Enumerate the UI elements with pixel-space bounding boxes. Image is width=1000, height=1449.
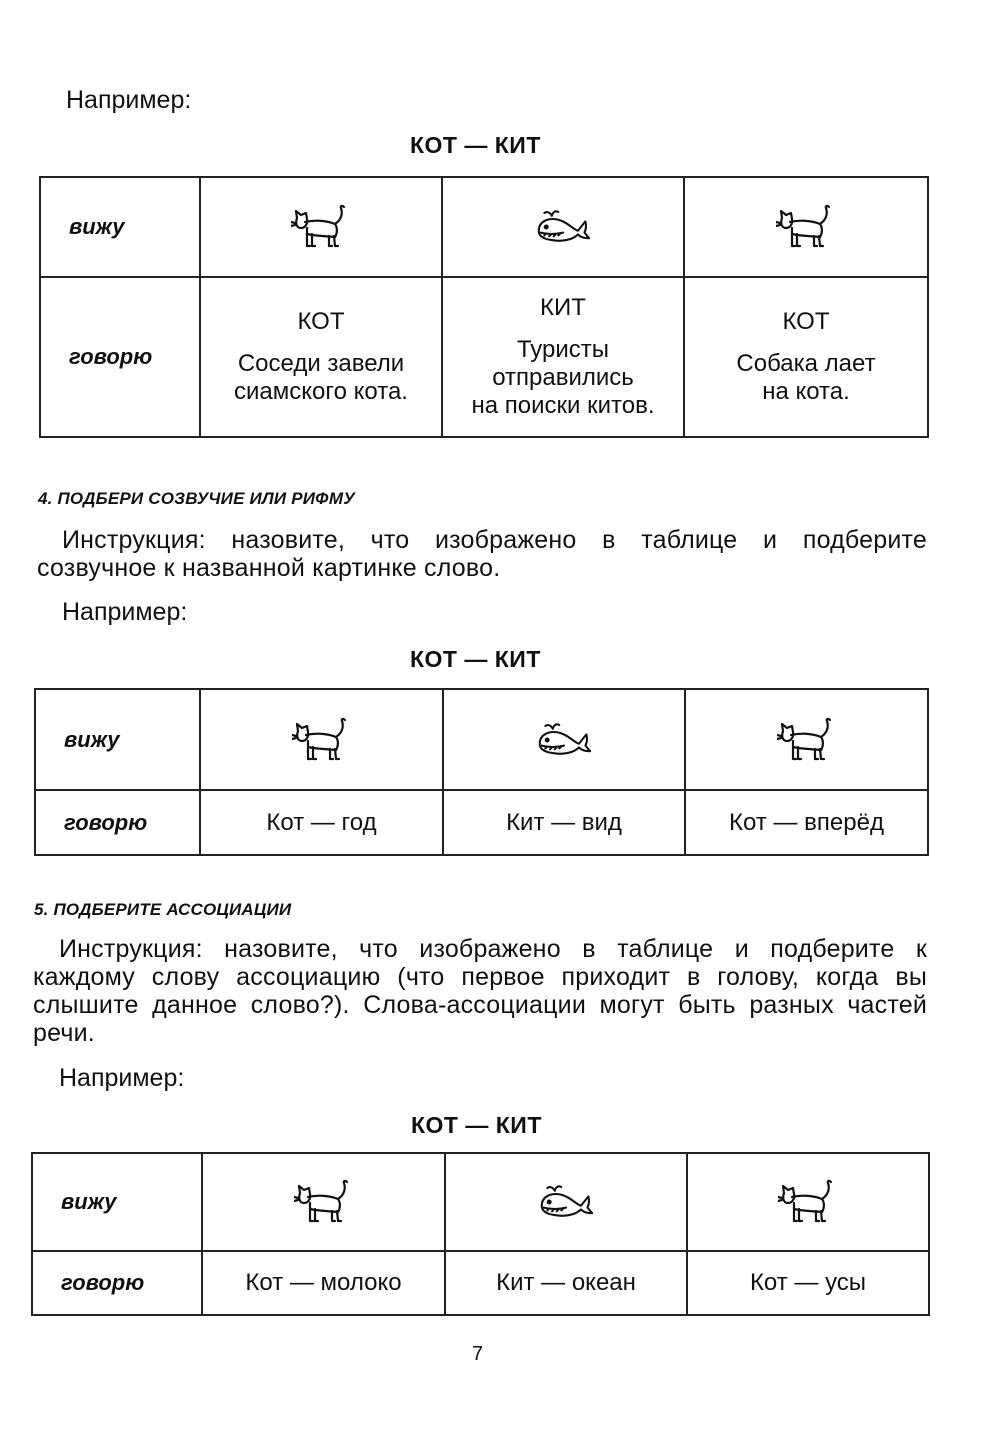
instruction-line: Инструкция: назовите, что изображено в таблице и подберите к <box>59 935 927 963</box>
cell-sentence: Соседи завели сиамского кота. <box>234 350 408 405</box>
pair-title: КОТ — КИТ <box>410 132 541 158</box>
rhyme-table <box>34 688 929 856</box>
see-say-table <box>39 176 929 438</box>
instruction-line: созвучное к названной картинке слово. <box>37 554 501 582</box>
whale-icon <box>443 689 685 790</box>
table-cell <box>200 277 442 437</box>
cat-icon <box>202 1153 445 1251</box>
cell-word: КОТ <box>297 308 345 335</box>
association-table <box>31 1152 930 1316</box>
whale-icon <box>445 1153 687 1251</box>
whale-icon <box>442 177 684 277</box>
table-cell: Кит — вид <box>443 790 685 855</box>
table-cell <box>442 277 684 437</box>
pair-title: КОТ — КИТ <box>410 646 541 672</box>
pair-title: КОТ — КИТ <box>411 1112 542 1138</box>
instruction-line: речи. <box>33 1019 95 1047</box>
table-cell: Кот — молоко <box>202 1251 445 1315</box>
instruction-line: каждому слову ассоциацию (что первое приходит в голову, когда вы <box>33 963 927 991</box>
cell-sentence: Туристы отправились на поиски китов. <box>471 336 655 419</box>
cat-icon <box>684 177 928 277</box>
table-row <box>40 177 928 277</box>
cell-sentence: Собака лает на кота. <box>736 350 876 405</box>
table-row <box>40 277 928 437</box>
table-cell: Кот — год <box>200 790 443 855</box>
table-row <box>35 689 928 790</box>
table-row <box>32 1251 929 1315</box>
row-header-say: говорю <box>35 790 200 855</box>
table-cell <box>684 277 928 437</box>
section-heading: 4. ПОДБЕРИ СОЗВУЧИЕ ИЛИ РИФМУ <box>38 489 355 508</box>
example-label: Например: <box>66 86 192 114</box>
instruction-text <box>33 935 927 1047</box>
cat-icon <box>200 689 443 790</box>
row-header-say: говорю <box>32 1251 202 1315</box>
table-cell: Кит — океан <box>445 1251 687 1315</box>
table-cell: Кот — вперёд <box>685 790 928 855</box>
page-number: 7 <box>472 1343 484 1365</box>
instruction-text <box>37 526 927 582</box>
table-row <box>35 790 928 855</box>
example-label: Например: <box>62 598 188 626</box>
table-cell: Кот — усы <box>687 1251 929 1315</box>
row-header-see: вижу <box>32 1153 202 1251</box>
example-label: Например: <box>59 1064 185 1092</box>
cat-icon <box>200 177 442 277</box>
row-header-say: говорю <box>40 277 200 437</box>
instruction-line: Инструкция: назовите, что изображено в таблице и подберите <box>62 526 927 554</box>
row-header-see: вижу <box>35 689 200 790</box>
cell-word: КОТ <box>782 308 830 335</box>
section-heading: 5. ПОДБЕРИТЕ АССОЦИАЦИИ <box>34 900 292 919</box>
cat-icon <box>687 1153 929 1251</box>
cell-word: КИТ <box>540 294 586 321</box>
table-row <box>32 1153 929 1251</box>
instruction-line: слышите данное слово?). Слова-ассоциации могут быть разных частей <box>33 991 927 1019</box>
cat-icon <box>685 689 928 790</box>
row-header-see: вижу <box>40 177 200 277</box>
